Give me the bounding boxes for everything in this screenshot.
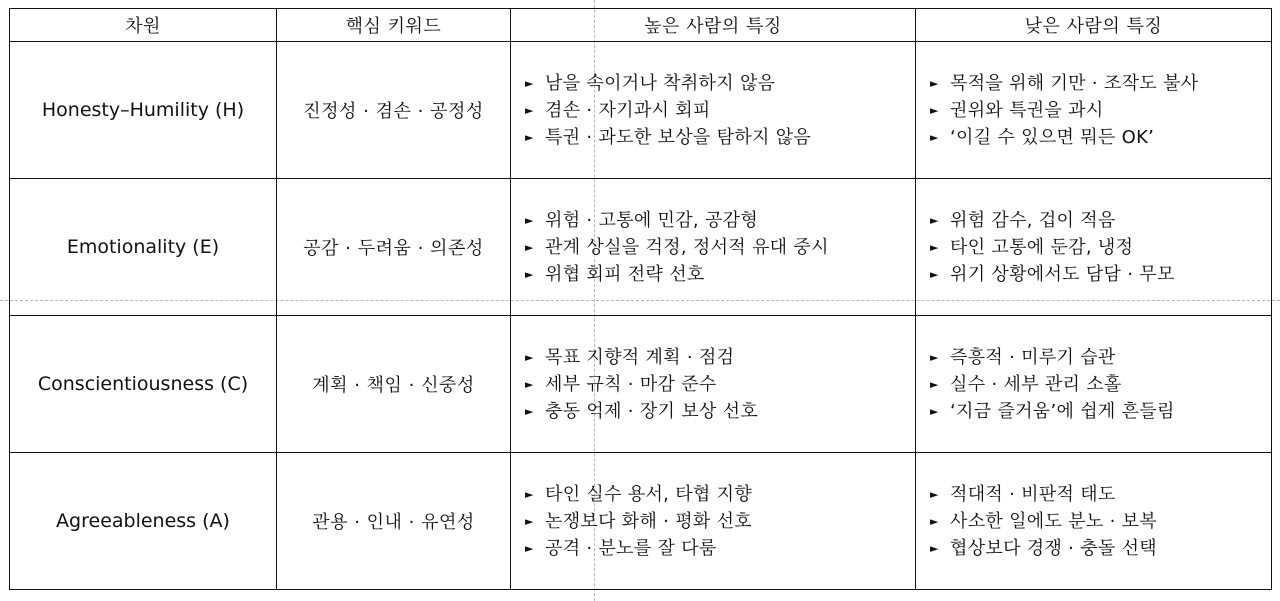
triangle-right-icon: ► — [525, 404, 534, 418]
list-item: ► 위협 회피 전략 선호 — [525, 261, 915, 288]
list-item: ► 사소한 일에도 분노 · 보복 — [930, 508, 1271, 535]
list-item: ► 관계 상실을 걱정, 정서적 유대 중시 — [525, 234, 915, 261]
low-traits-cell — [916, 179, 1272, 316]
list-item: ► 충동 억제 · 장기 보상 선호 — [525, 398, 915, 425]
triangle-right-icon: ► — [525, 514, 534, 528]
table-row — [10, 179, 1272, 316]
high-traits-cell — [511, 453, 916, 590]
keywords-cell: 공감 · 두려움 · 의존성 — [277, 179, 511, 316]
triangle-right-icon: ► — [930, 404, 939, 418]
table-row — [10, 42, 1272, 179]
triangle-right-icon: ► — [930, 213, 939, 227]
dimension-cell: Agreeableness (A) — [10, 453, 277, 590]
list-item: ► ‘지금 즐거움’에 쉽게 흔들림 — [930, 398, 1271, 425]
hexaco-table — [9, 8, 1272, 590]
dimension-cell: Emotionality (E) — [10, 179, 277, 316]
header-low: 낮은 사람의 특징 — [916, 9, 1272, 42]
list-item: ► 타인 실수 용서, 타협 지향 — [525, 481, 915, 508]
triangle-right-icon: ► — [930, 76, 939, 90]
list-item: ► 목표 지향적 계획 · 점검 — [525, 344, 915, 371]
list-item: ► 세부 규칙 · 마감 준수 — [525, 371, 915, 398]
header-keywords: 핵심 키워드 — [277, 9, 511, 42]
triangle-right-icon: ► — [930, 240, 939, 254]
dimension-cell: Honesty–Humility (H) — [10, 42, 277, 179]
keywords-cell: 진정성 · 겸손 · 공정성 — [277, 42, 511, 179]
triangle-right-icon: ► — [930, 103, 939, 117]
list-item: ► 논쟁보다 화해 · 평화 선호 — [525, 508, 915, 535]
keywords-cell: 관용 · 인내 · 유연성 — [277, 453, 511, 590]
header-high: 높은 사람의 특징 — [511, 9, 916, 42]
list-item: ► 위험 감수, 겁이 적음 — [930, 207, 1271, 234]
triangle-right-icon: ► — [930, 267, 939, 281]
low-traits-cell — [916, 316, 1272, 453]
triangle-right-icon: ► — [525, 377, 534, 391]
low-traits-cell — [916, 453, 1272, 590]
dimension-cell: Conscientiousness (C) — [10, 316, 277, 453]
high-traits-cell — [511, 42, 916, 179]
list-item: ► 즉흥적 · 미루기 습관 — [930, 344, 1271, 371]
triangle-right-icon: ► — [525, 213, 534, 227]
table-row — [10, 316, 1272, 453]
header-dimension: 차원 — [10, 9, 277, 42]
high-traits-cell — [511, 316, 916, 453]
high-traits-cell — [511, 179, 916, 316]
triangle-right-icon: ► — [525, 103, 534, 117]
triangle-right-icon: ► — [930, 130, 939, 144]
list-item: ► 적대적 · 비판적 태도 — [930, 481, 1271, 508]
list-item: ► 위기 상황에서도 담담 · 무모 — [930, 261, 1271, 288]
triangle-right-icon: ► — [525, 267, 534, 281]
list-item: ► 남을 속이거나 착취하지 않음 — [525, 70, 915, 97]
list-item: ► 목적을 위해 기만 · 조작도 불사 — [930, 70, 1271, 97]
list-item: ► 공격 · 분노를 잘 다룸 — [525, 535, 915, 562]
list-item: ► 권위와 특권을 과시 — [930, 97, 1271, 124]
triangle-right-icon: ► — [525, 76, 534, 90]
list-item: ► ‘이길 수 있으면 뭐든 OK’ — [930, 124, 1271, 151]
triangle-right-icon: ► — [930, 541, 939, 555]
list-item: ► 위험 · 고통에 민감, 공감형 — [525, 207, 915, 234]
list-item: ► 특권 · 과도한 보상을 탐하지 않음 — [525, 124, 915, 151]
list-item: ► 협상보다 경쟁 · 충돌 선택 — [930, 535, 1271, 562]
triangle-right-icon: ► — [525, 350, 534, 364]
triangle-right-icon: ► — [930, 377, 939, 391]
header-row — [10, 9, 1272, 42]
list-item: ► 겸손 · 자기과시 회피 — [525, 97, 915, 124]
list-item: ► 실수 · 세부 관리 소홀 — [930, 371, 1271, 398]
triangle-right-icon: ► — [525, 487, 534, 501]
triangle-right-icon: ► — [525, 541, 534, 555]
triangle-right-icon: ► — [525, 240, 534, 254]
triangle-right-icon: ► — [930, 514, 939, 528]
low-traits-cell — [916, 42, 1272, 179]
list-item: ► 타인 고통에 둔감, 냉정 — [930, 234, 1271, 261]
triangle-right-icon: ► — [930, 350, 939, 364]
triangle-right-icon: ► — [525, 130, 534, 144]
triangle-right-icon: ► — [930, 487, 939, 501]
keywords-cell: 계획 · 책임 · 신중성 — [277, 316, 511, 453]
table-row — [10, 453, 1272, 590]
